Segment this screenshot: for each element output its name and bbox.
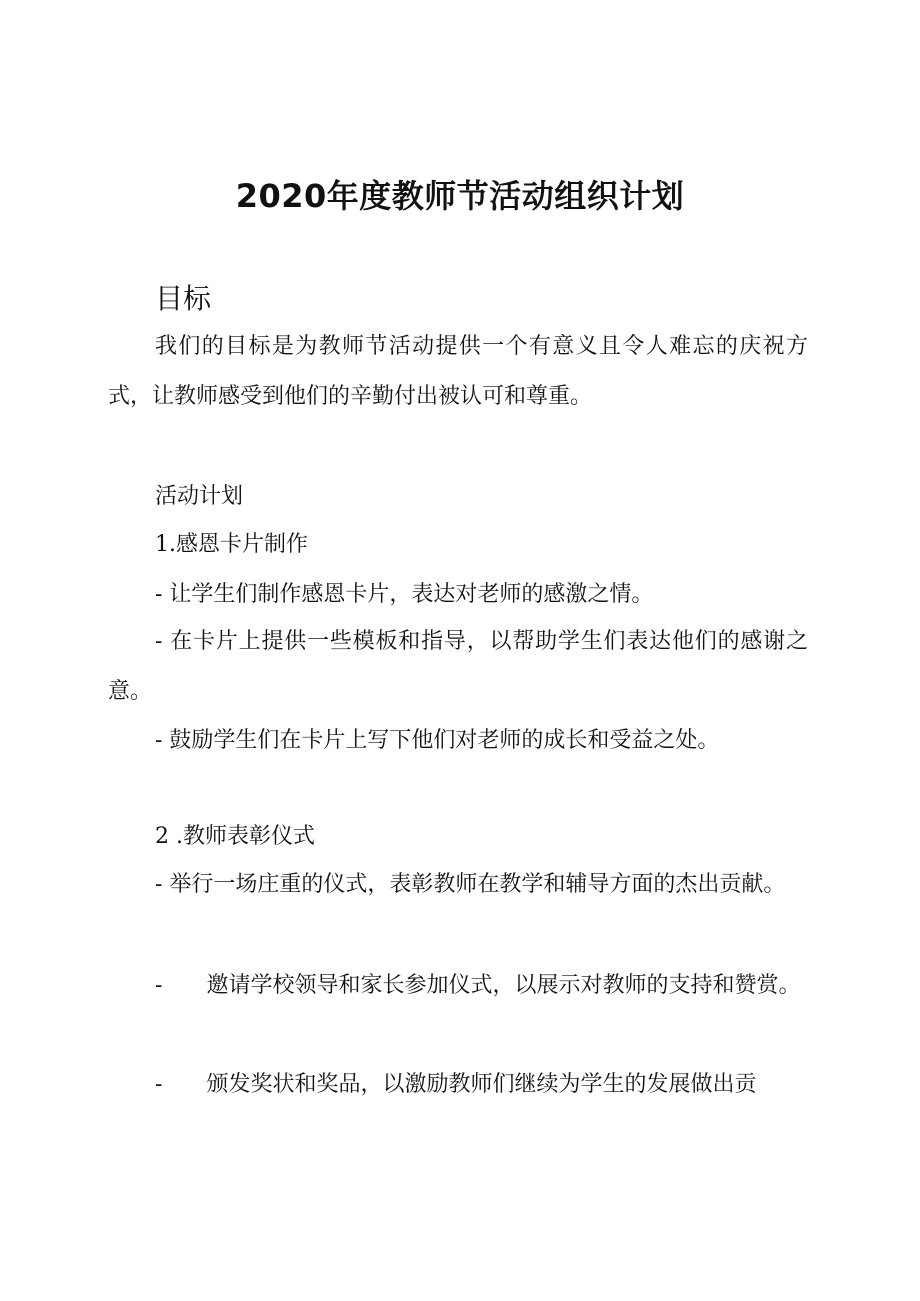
item1-bullet-3: - 鼓励学生们在卡片上写下他们对老师的成长和受益之处。 bbox=[155, 728, 720, 753]
section-heading-goal: 目标 bbox=[155, 282, 212, 315]
item1-title: 1.感恩卡片制作 bbox=[155, 532, 308, 557]
item2-bullet-1: - 举行一场庄重的仪式，表彰教师在教学和辅导方面的杰出贡献。 bbox=[155, 872, 786, 897]
item2-bullet-2 bbox=[108, 961, 808, 1011]
item1-bullet-2: - 在卡片上提供一些模板和指导，以帮助学生们表达他们的感谢之意。 bbox=[108, 629, 808, 704]
item2-bullet-3-text: 颁发奖状和奖品，以激励教师们继续为学生的发展做出贡 bbox=[206, 1072, 757, 1097]
item2-title: 2 .教师表彰仪式 bbox=[155, 824, 315, 849]
item2-bullet-3-dash: - bbox=[155, 1072, 163, 1097]
item2-bullet-2-dash: - bbox=[155, 973, 163, 998]
goal-paragraph: 我们的目标是为教师节活动提供一个有意义且令人难忘的庆祝方式，让教师感受到他们的辛勤付出被认可和尊重。 bbox=[108, 334, 808, 409]
item2-bullet-2-text: 邀请学校领导和家长参加仪式，以展示对教师的支持和赞赏。 bbox=[206, 973, 801, 998]
item1-bullet-1: - 让学生们制作感恩卡片，表达对老师的感激之情。 bbox=[155, 582, 654, 607]
plan-heading: 活动计划 bbox=[155, 484, 244, 509]
item2-bullet-3 bbox=[108, 1060, 808, 1110]
document-title: 2020年度教师节活动组织计划 bbox=[235, 177, 685, 215]
